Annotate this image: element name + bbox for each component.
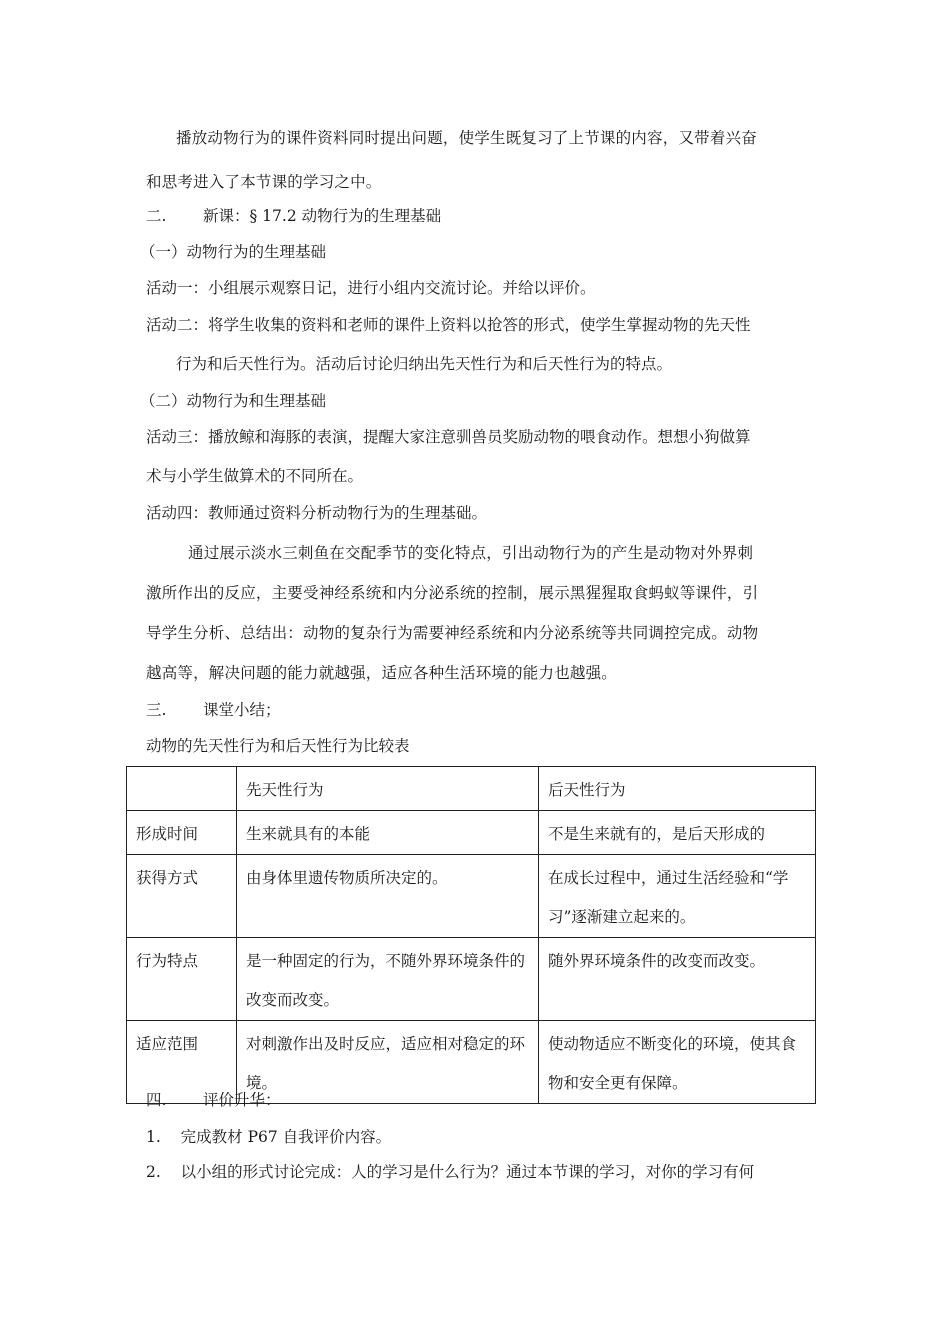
row-label: 适应范围 bbox=[127, 1021, 237, 1104]
learned-cell: 随外界环境条件的改变而改变。 bbox=[539, 938, 816, 1021]
paragraph-line-1: 通过展示淡水三刺鱼在交配季节的变化特点，引出动物行为的产生是动物对外界刺 bbox=[188, 544, 754, 562]
row-label: 获得方式 bbox=[127, 855, 237, 938]
section-4-number: 四. bbox=[146, 1091, 167, 1109]
activity-3-line-1: 活动三：播放鲸和海豚的表演，提醒大家注意驯兽员奖励动物的喂食动作。想想小狗做算 bbox=[146, 428, 751, 446]
table-header-row bbox=[127, 767, 816, 811]
row-label: 行为特点 bbox=[127, 938, 237, 1021]
list-item-number: 2. bbox=[146, 1163, 161, 1181]
table-caption: 动物的先天性行为和后天性行为比较表 bbox=[146, 737, 410, 755]
activity-2-line-2: 行为和后天性行为。活动后讨论归纳出先天性行为和后天性行为的特点。 bbox=[176, 355, 673, 373]
section-4-title: 评价升华： bbox=[203, 1091, 281, 1109]
table-row bbox=[127, 811, 816, 855]
intro-line-2: 和思考进入了本节课的学习之中。 bbox=[146, 173, 382, 191]
table-row bbox=[127, 855, 816, 938]
activity-4: 活动四：教师通过资料分析动物行为的生理基础。 bbox=[146, 504, 488, 522]
list-item-text: 以小组的形式讨论完成：人的学习是什么行为？通过本节课的学习，对你的学习有何 bbox=[180, 1163, 755, 1181]
innate-cell: 是一种固定的行为，不随外界环境条件的改变而改变。 bbox=[237, 938, 539, 1021]
learned-cell: 不是生来就有的，是后天形成的 bbox=[539, 811, 816, 855]
subheading-2: （二）动物行为和生理基础 bbox=[140, 392, 327, 410]
learned-cell: 使动物适应不断变化的环境，使其食物和安全更有保障。 bbox=[539, 1021, 816, 1104]
list-item-number: 1. bbox=[146, 1128, 161, 1146]
list-item bbox=[146, 1125, 391, 1147]
innate-cell: 对刺激作出及时反应，适应相对稳定的环境。 bbox=[237, 1021, 539, 1104]
table-row bbox=[127, 938, 816, 1021]
paragraph-line-3: 导学生分析、总结出：动物的复杂行为需要神经系统和内分泌系统等共同调控完成。动物 bbox=[146, 624, 759, 642]
header-cell-empty bbox=[127, 767, 237, 811]
activity-2-line-1: 活动二：将学生收集的资料和老师的课件上资料以抢答的形式，使学生掌握动物的先天性 bbox=[146, 316, 751, 334]
section-3-title: 课堂小结； bbox=[203, 701, 281, 719]
comparison-table bbox=[126, 766, 816, 1104]
innate-cell: 生来就具有的本能 bbox=[237, 811, 539, 855]
list-item bbox=[146, 1160, 754, 1182]
intro-line-1: 播放动物行为的课件资料同时提出问题，使学生既复习了上节课的内容，又带着兴奋 bbox=[176, 129, 757, 147]
header-cell-innate: 先天性行为 bbox=[237, 767, 539, 811]
activity-1: 活动一：小组展示观察日记，进行小组内交流讨论。并给以评价。 bbox=[146, 279, 596, 297]
paragraph-line-2: 激所作出的反应，主要受神经系统和内分泌系统的控制，展示黑猩猩取食蚂蚁等课件，引 bbox=[146, 584, 759, 602]
row-label: 形成时间 bbox=[127, 811, 237, 855]
section-2-number: 二. bbox=[146, 207, 167, 225]
section-2-title: 新课：§ 17.2 动物行为的生理基础 bbox=[203, 207, 442, 225]
innate-cell: 由身体里遗传物质所决定的。 bbox=[237, 855, 539, 938]
header-cell-learned: 后天性行为 bbox=[539, 767, 816, 811]
subheading-1: （一）动物行为的生理基础 bbox=[140, 243, 327, 261]
section-3-number: 三. bbox=[146, 701, 167, 719]
learned-cell: 在成长过程中，通过生活经验和“学习”逐渐建立起来的。 bbox=[539, 855, 816, 938]
list-item-text: 完成教材 P67 自我评价内容。 bbox=[180, 1128, 392, 1146]
paragraph-line-4: 越高等，解决问题的能力就越强，适应各种生活环境的能力也越强。 bbox=[146, 664, 618, 682]
activity-3-line-2: 术与小学生做算术的不同所在。 bbox=[146, 467, 364, 485]
